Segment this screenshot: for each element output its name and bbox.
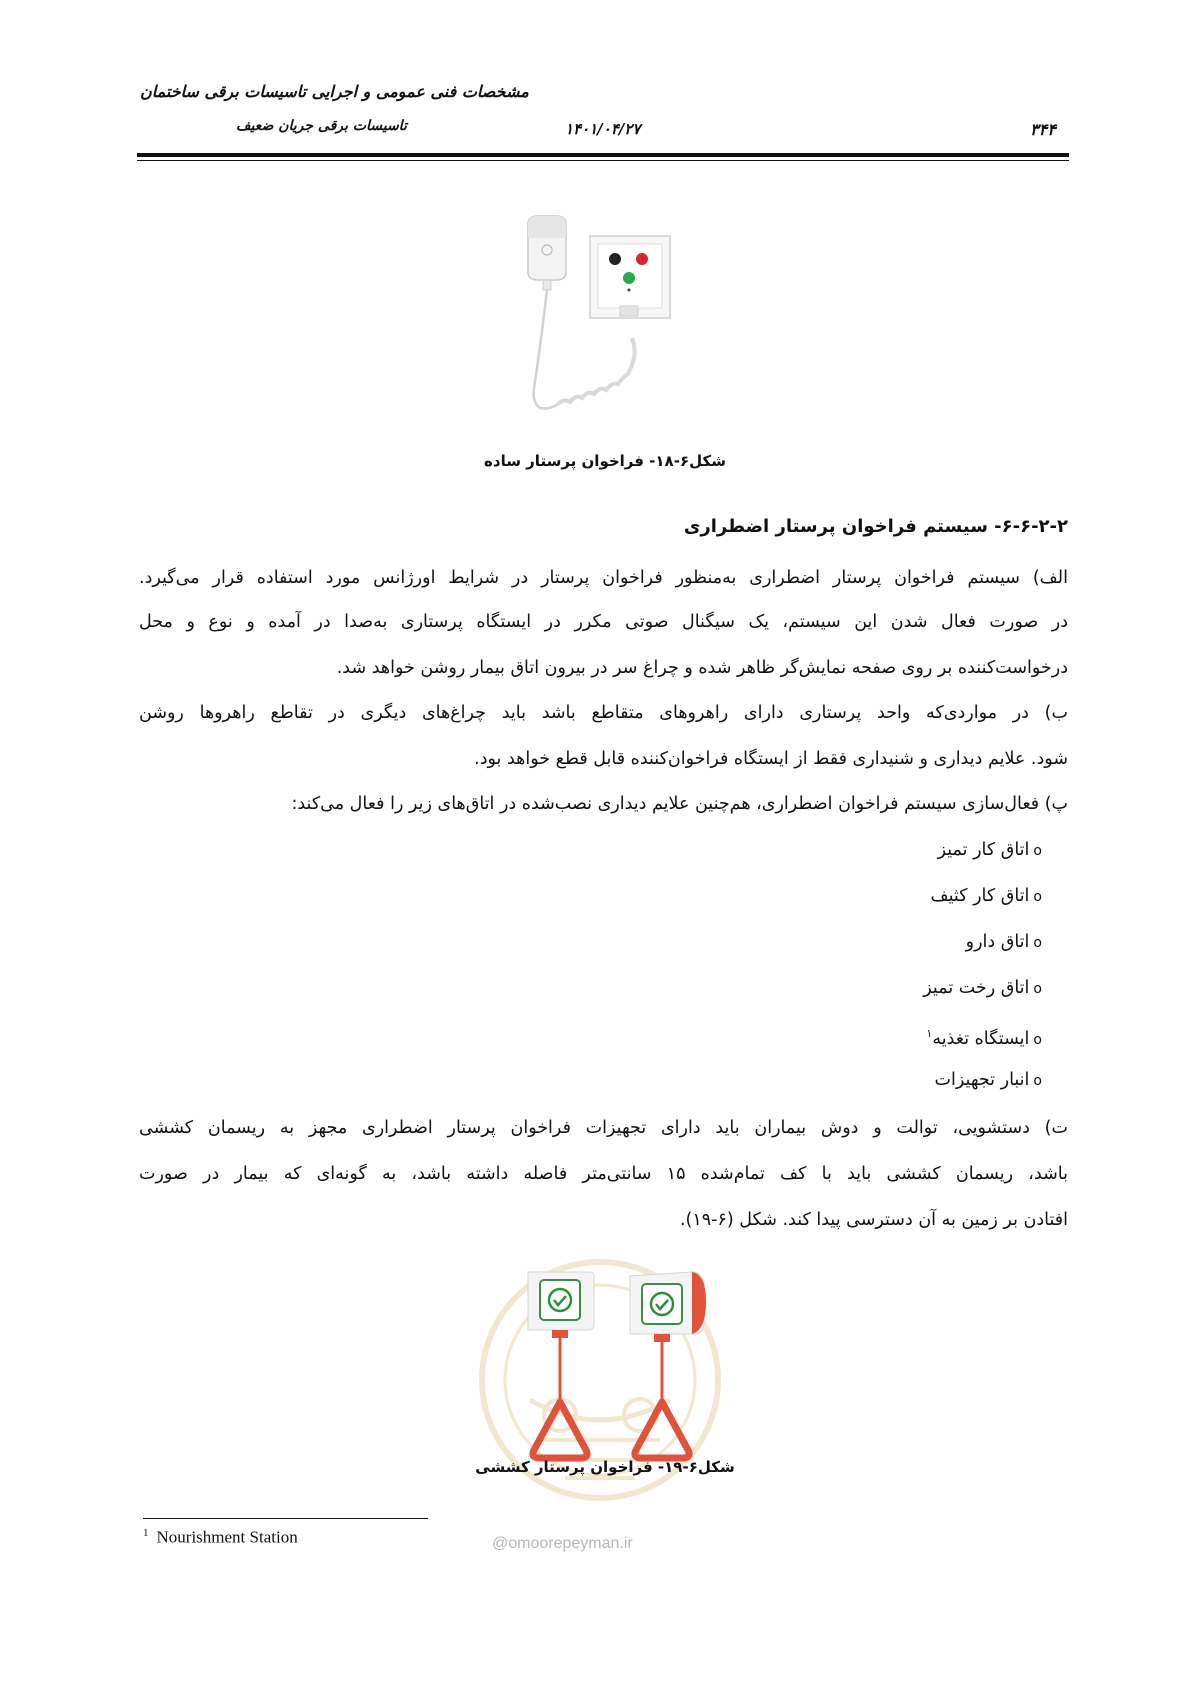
paragraph-line: پ) فعال‌سازی سیستم فراخوان اضطراری، هم‌چنین علایم دیداری نصب‌شده در اتاق‌های زیر را فعال می‌کند: (291, 794, 1068, 814)
nurse-call-station-icon (520, 210, 690, 425)
header-rule-thin (137, 160, 1069, 161)
watermark-url: @omoorepeyman.ir (492, 1535, 633, 1552)
figure-caption: شکل۶-۱۸- فراخوان پرستار ساده (484, 452, 726, 470)
list-item: oایستگاه تغذیه$^۱$ (926, 1019, 1042, 1055)
paragraph-line: درخواست‌کننده بر روی صفحه نمایش‌گر ظاهر شده و چراغ سر در بیرون اتاق بیمار روشن خواهد شد. (336, 658, 1068, 678)
paragraph-line: در صورت فعال شدن این سیستم، یک سیگنال صوتی مکرر در ایستگاه پرستاری به‌صدا در آمده و نوع و محل (139, 612, 1068, 632)
footnote (143, 1527, 298, 1548)
list-bullet: o (1033, 981, 1042, 997)
figure-caption: شکل۶-۱۹- فراخوان پرستار کششی (475, 1458, 735, 1476)
document-date: ۱۴۰۱/۰۴/۲۷ (565, 120, 641, 138)
footnote-separator (143, 1518, 428, 1519)
footnote-text: Nourishment Station (156, 1527, 298, 1547)
footnote-marker: 1 (143, 1527, 149, 1539)
paragraph-line: ت) دستشویی، توالت و دوش بیماران باید دارای تجهیزات فراخوان پرستار اضطراری مجهز به ریسمان کششی (139, 1118, 1068, 1138)
page-number: ۳۴۴ (1030, 120, 1056, 139)
list-item: oاتاق رخت تمیز (923, 973, 1042, 1004)
document-title: مشخصات فنی عمومی و اجرایی تاسیسات برقی ساختمان (140, 82, 529, 101)
paragraph-line: شود. علایم دیداری و شنیداری فقط از ایستگاه فراخوان‌کننده قابل قطع خواهد بود. (474, 749, 1068, 769)
list-item: oاتاق دارو (966, 927, 1042, 958)
list-item: oانبار تجهیزات (935, 1065, 1042, 1096)
list-item: oاتاق کار کثیف (931, 881, 1042, 912)
list-bullet: o (1033, 1073, 1042, 1089)
chapter-title: تاسیسات برقی جریان ضعیف (236, 118, 407, 134)
header-rule-thick (137, 153, 1069, 157)
list-item: oاتاق کار تمیز (938, 835, 1042, 866)
paragraph-line: افتادن بر زمین به آن دسترسی پیدا کند. شکل (۶-۱۹). (679, 1210, 1068, 1230)
section-heading: ۶-۶-۲-۲- سیستم فراخوان پرستار اضطراری (683, 516, 1068, 537)
paragraph-line: الف) سیستم فراخوان پرستار اضطراری به‌منظور فراخوان پرستار در شرایط اورژانس مورد استفاده قرار می‌گیرد. (139, 568, 1068, 588)
paragraph-line: ب) در مواردی‌که واحد پرستاری دارای راهروهای متقاطع باشد باید چراغ‌های دیگری در تقاطع راهروها روشن (139, 703, 1068, 723)
list-bullet: o (1033, 1031, 1042, 1048)
list-bullet: o (1033, 889, 1042, 905)
footnote-ref[interactable]: ۱ (926, 1027, 933, 1040)
pull-cord-nurse-call-icon (520, 1262, 720, 1477)
paragraph-line: باشد، ریسمان کششی باید با کف تمام‌شده ۱۵ سانتی‌متر فاصله داشته باشد، به گونه‌ای که بیمار در صورت (139, 1164, 1068, 1184)
list-bullet: o (1033, 843, 1042, 859)
list-bullet: o (1033, 935, 1042, 951)
